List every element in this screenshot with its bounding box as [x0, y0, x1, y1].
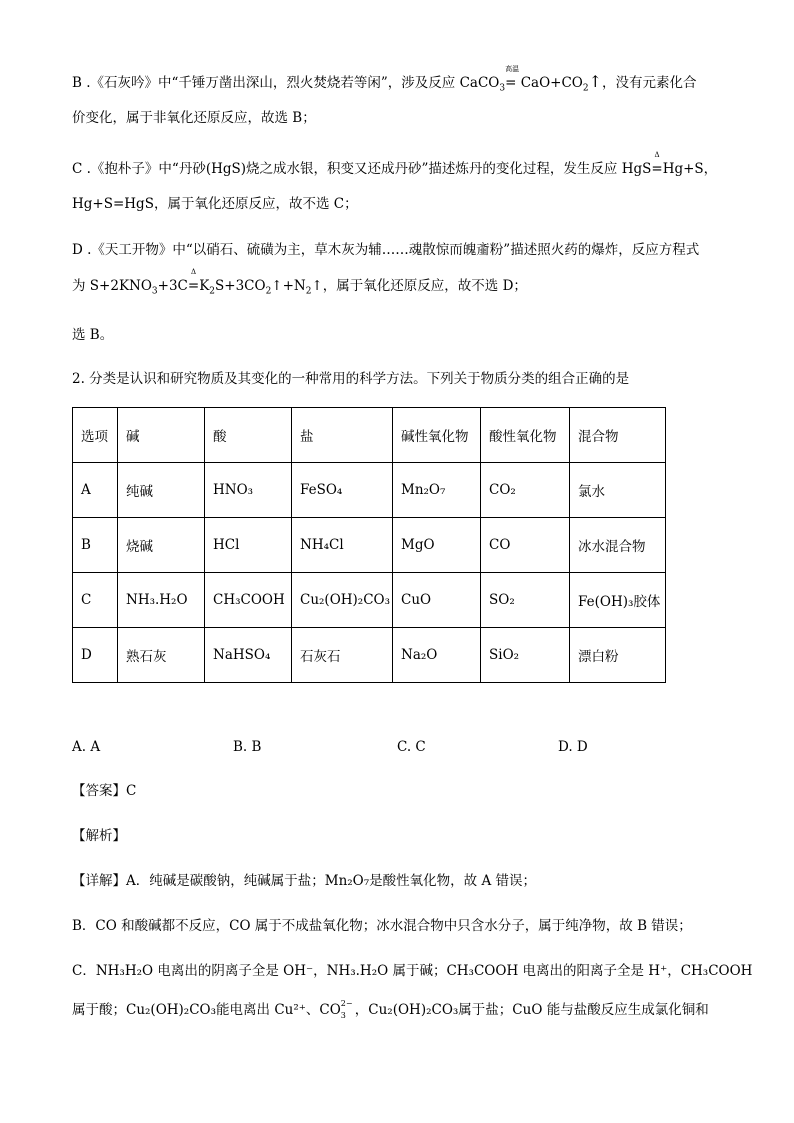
table-cell: SiO₂	[481, 628, 570, 683]
explanation-c-line1: C .《抱朴子》中“丹砂(HgS)烧之成水银，积变又还成丹砂”描述炼丹的变化过程，发生反应 HgS Δ =Hg+S，	[72, 151, 718, 177]
option-c[interactable]: C. C	[397, 739, 426, 755]
condition-label: 高温	[505, 65, 520, 73]
detail-c-line2: 属于酸；Cu₂(OH)₂CO₃能电离出 Cu²⁺、CO 2− 3 ，Cu₂(OH)₂CO₃属于盐；CuO 能与盐酸反应生成氯化铜和	[72, 998, 709, 1020]
header-mixture: 混合物	[570, 408, 666, 463]
table-header-row	[73, 408, 666, 463]
table-cell: D	[73, 628, 118, 683]
table-cell: SO₂	[481, 573, 570, 628]
answer-value: C	[126, 783, 137, 799]
detail-b-line: B．CO 和酸碱都不反应，CO 属于不成盐氧化物；冰水混合物中只含水分子，属于纯净物，故 B 错误；	[72, 918, 692, 934]
table-cell: Fe(OH)₃胶体	[570, 573, 666, 628]
explanation-c-line2: Hg+S=HgS，属于氧化还原反应，故不选 C；	[72, 196, 358, 212]
header-acid: 酸	[205, 408, 292, 463]
table-cell: 熟石灰	[118, 628, 205, 683]
header-salt: 盐	[292, 408, 393, 463]
table-cell: CH₃COOH	[205, 573, 292, 628]
table-cell: HCl	[205, 518, 292, 573]
table-cell: Mn₂O₇	[393, 463, 481, 518]
table-row	[73, 463, 666, 518]
table-cell: NH₃.H₂O	[118, 573, 205, 628]
table-cell: 纯碱	[118, 463, 205, 518]
table-cell: 冰水混合物	[570, 518, 666, 573]
option-a[interactable]: A. A	[72, 739, 101, 755]
table-cell: C	[73, 573, 118, 628]
explanation-b-line2: 价变化，属于非氧化还原反应，故选 B；	[72, 110, 316, 126]
table-cell: NH₄Cl	[292, 518, 393, 573]
table-row	[73, 628, 666, 683]
explanation-conclusion: 选 B。	[72, 327, 114, 343]
detail-c-line1: C．NH₃H₂O 电离出的阴离子全是 OH⁻，NH₃.H₂O 属于碱；CH₃COOH 电离出的阳离子全是 H⁺，CH₃COOH	[72, 963, 753, 979]
table-cell: HNO₃	[205, 463, 292, 518]
table-cell: 石灰石	[292, 628, 393, 683]
table-cell: 烧碱	[118, 518, 205, 573]
table-cell: B	[73, 518, 118, 573]
detail-a-line: 【详解】A．纯碱是碳酸钠，纯碱属于盐；Mn₂O₇是酸性氧化物，故 A 错误；	[72, 873, 536, 889]
table-cell: NaHSO₄	[205, 628, 292, 683]
explanation-d-line1: D .《天工开物》中“以硝石、硫磺为主，草木灰为辅……魂散惊而魄齑粉”描述照火药的爆炸，反应方程式	[72, 242, 700, 258]
question-stem: 2. 分类是认识和研究物质及其变化的一种常用的科学方法。下列关于物质分类的组合正确的是	[72, 371, 630, 387]
table-cell: 漂白粉	[570, 628, 666, 683]
table-cell: CO	[481, 518, 570, 573]
header-option: 选项	[73, 408, 118, 463]
option-d[interactable]: D. D	[558, 739, 588, 755]
table-cell: MgO	[393, 518, 481, 573]
table-cell: A	[73, 463, 118, 518]
table-row	[73, 518, 666, 573]
header-acidic-oxide: 酸性氧化物	[481, 408, 570, 463]
explanation-d-line2: 为 $S+2KNO_3+3C$ Δ $=K_2S+3CO_2↑+N_2↑$，属于氧化还原反应，故不选 D；	[72, 268, 527, 297]
option-b[interactable]: B. B	[233, 739, 262, 755]
header-basic-oxide: 碱性氧化物	[393, 408, 481, 463]
answer-line	[72, 781, 136, 801]
table-cell: CO₂	[481, 463, 570, 518]
table-cell: Cu₂(OH)₂CO₃	[292, 573, 393, 628]
header-base: 碱	[118, 408, 205, 463]
explanation-b-line1: B .《石灰吟》中“千锤万凿出深山，烈火焚烧若等闲”，涉及反应 CaCO$_3$ 高温 = $CaO+CO_2↑$，没有元素化合	[72, 65, 697, 94]
table-cell: CuO	[393, 573, 481, 628]
answer-label: 【答案】	[72, 783, 126, 799]
table-cell: FeSO₄	[292, 463, 393, 518]
table-cell: 氯水	[570, 463, 666, 518]
classification-table	[72, 407, 666, 683]
table-cell: Na₂O	[393, 628, 481, 683]
table-row	[73, 573, 666, 628]
analysis-label: 【解析】	[72, 828, 126, 844]
